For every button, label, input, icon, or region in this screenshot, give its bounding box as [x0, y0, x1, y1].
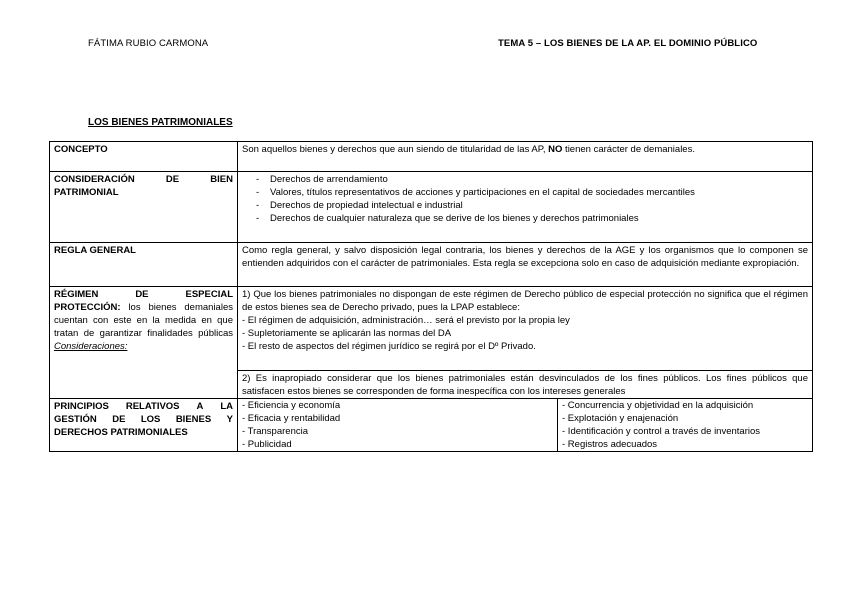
- consideracion-item: - Derechos de arrendamiento: [256, 173, 808, 186]
- consideraciones-link: Consideraciones:: [54, 341, 128, 352]
- header-author: FÁTIMA RUBIO CARMONA: [88, 38, 209, 49]
- principios-left-list: [238, 398, 558, 452]
- principios-content: [238, 399, 813, 452]
- regimen-item: - El régimen de adquisición, administración… será el previsto por la propia ley: [242, 315, 570, 326]
- regimen-item: - Supletoriamente se aplicarán las normas del DA: [242, 328, 452, 339]
- principio-item: - Publicidad: [242, 439, 292, 450]
- row-regla-general: [50, 243, 813, 287]
- regimen-point-1-list: [242, 314, 808, 353]
- regimen-point-1: 1) Que los bienes patrimoniales no dispongan de este régimen de Derecho público de especial protección no significa que el régimen de estos bienes sea de Derecho privado, pues la LPAP establece:: [242, 289, 808, 313]
- regimen-item: - El resto de aspectos del régimen jurídico se regirá por el Dº Privado.: [242, 341, 536, 352]
- regimen-point-2: 2) Es inapropiado considerar que los bienes patrimoniales están desvinculados de los fines públicos. Los fines públicos que satisfacen estos bienes se corresponden de forma inespecífica con los intereses generales: [238, 370, 812, 398]
- principios-right-list: [558, 398, 812, 452]
- consideracion-item: - Derechos de cualquier naturaleza que se derive de los bienes y derechos patrimoniales: [256, 212, 808, 225]
- consideracion-item: - Valores, títulos representativos de acciones y participaciones en el capital de sociedades mercantiles: [256, 186, 808, 199]
- row-regimen: [50, 287, 813, 399]
- regla-label: REGLA GENERAL: [50, 243, 238, 287]
- principio-item: - Concurrencia y objetividad en la adquisición: [562, 400, 754, 411]
- principio-item: - Transparencia: [242, 426, 309, 437]
- row-concepto: [50, 142, 813, 172]
- consideracion-label: CONSIDERACIÓN DE BIEN PATRIMONIAL: [50, 172, 238, 243]
- regla-text: Como regla general, y salvo disposición legal contraria, los bienes y derechos de la AGE y los organismos que lo componen se entienden adquiridos con el carácter de patrimoniales. Esta regla se excepciona solo en caso de adquisición mediante expropiación.: [238, 243, 813, 287]
- header-topic: TEMA 5 – LOS BIENES DE LA AP. EL DOMINIO PÚBLICO: [498, 38, 758, 49]
- principio-item: - Eficacia y rentabilidad: [242, 413, 341, 424]
- row-principios: [50, 399, 813, 452]
- concepto-label: CONCEPTO: [50, 142, 238, 172]
- principio-item: - Explotación y enajenación: [562, 413, 679, 424]
- consideracion-list: [238, 172, 813, 243]
- regimen-content: [238, 287, 813, 399]
- principio-item: - Identificación y control a través de inventarios: [562, 426, 761, 437]
- concepto-text: Son aquellos bienes y derechos que aun siendo de titularidad de las AP, NO tienen carácter de demaniales.: [238, 142, 813, 172]
- bienes-patrimoniales-table: [49, 141, 813, 452]
- regimen-label: RÉGIMEN DE ESPECIAL PROTECCIÓN: los bienes demaniales cuentan con este en la medida en que tratan de garantizar finalidades públicas Consideraciones:: [50, 287, 238, 399]
- section-title: LOS BIENES PATRIMONIALES: [88, 117, 233, 128]
- principios-label: PRINCIPIOS RELATIVOS A LA GESTIÓN DE LOS BIENES Y DERECHOS PATRIMONIALES: [50, 399, 238, 452]
- principio-item: - Eficiencia y economía: [242, 400, 341, 411]
- row-consideracion: [50, 172, 813, 243]
- principio-item: - Registros adecuados: [562, 439, 658, 450]
- consideracion-item: - Derechos de propiedad intelectual e industrial: [256, 199, 808, 212]
